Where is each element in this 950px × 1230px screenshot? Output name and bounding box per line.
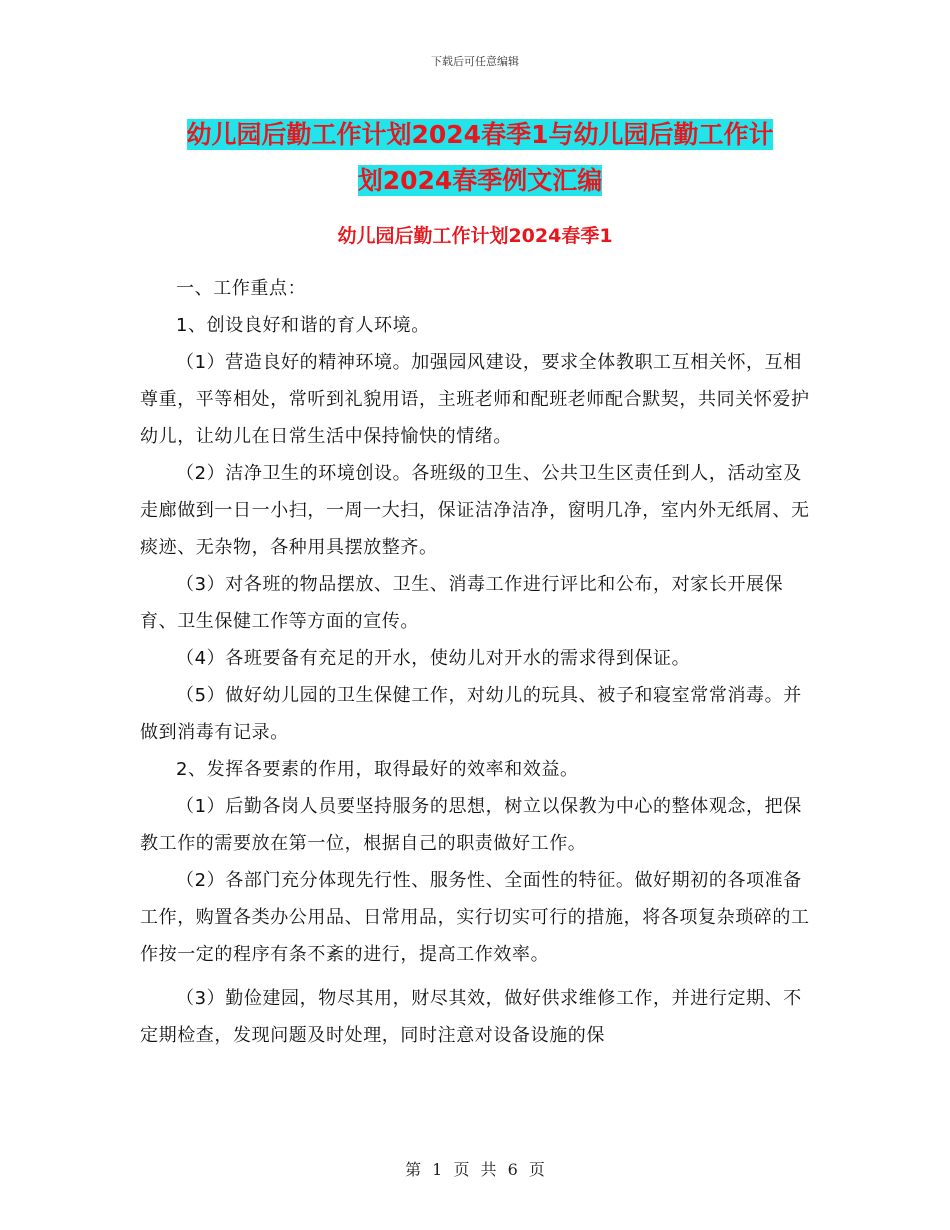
paragraph: （2）洁净卫生的环境创设。各班级的卫生、公共卫生区责任到人，活动室及走廊做到一日一小扫，一周一大扫，保证洁净洁净，窗明几净，室内外无纸屑、无痰迹、无杂物，各种用具摆放整齐。	[140, 463, 810, 558]
title-line-2: 划2024春季例文汇编	[357, 166, 603, 195]
header-note: 下载后可任意编辑	[431, 55, 519, 68]
paragraph: （2）各部门充分体现先行性、服务性、全面性的特征。做好期初的各项准备工作，购置各类办公用品、日常用品，实行切实可行的措施，将各项复杂琐碎的工作按一定的程序有条不紊的进行，提高工作效率。	[140, 870, 810, 965]
paragraph: 一、工作重点：	[176, 278, 307, 299]
paragraph: （4）各班要备有充足的开水，使幼儿对开水的需求得到保证。	[176, 648, 691, 669]
paragraph: 1、创设良好和谐的育人环境。	[176, 315, 430, 336]
paragraph: （1）后勤各岗人员要坚持服务的思想，树立以保教为中心的整体观念，把保教工作的需要放在第一位，根据自己的职责做好工作。	[140, 796, 802, 854]
page-number-footer: 第 1 页 共 6 页	[405, 1160, 545, 1179]
document-title	[140, 112, 820, 204]
paragraph: 2、发挥各要素的作用，取得最好的效率和效益。	[176, 759, 579, 780]
paragraph: （5）做好幼儿园的卫生保健工作，对幼儿的玩具、被子和寝室常常消毒。并做到消毒有记录。	[140, 685, 802, 743]
paragraph: （1）营造良好的精神环境。加强园风建设，要求全体教职工互相关怀，互相尊重，平等相处，常听到礼貌用语，主班老师和配班老师配合默契，共同关怀爱护幼儿，让幼儿在日常生活中保持愉快的情绪。	[140, 352, 810, 447]
paragraph: （3）对各班的物品摆放、卫生、消毒工作进行评比和公布，对家长开展保育、卫生保健工作等方面的宣传。	[140, 574, 784, 632]
section-title: 幼儿园后勤工作计划2024春季1	[337, 225, 613, 247]
title-line-1: 幼儿园后勤工作计划2024春季1与幼儿园后勤工作计	[186, 120, 774, 149]
paragraph: （3）勤俭建园，物尽其用，财尽其效，做好供求维修工作，并进行定期、不定期检查，发现问题及时处理，同时注意对设备设施的保	[140, 988, 802, 1046]
document-body	[140, 270, 820, 1054]
